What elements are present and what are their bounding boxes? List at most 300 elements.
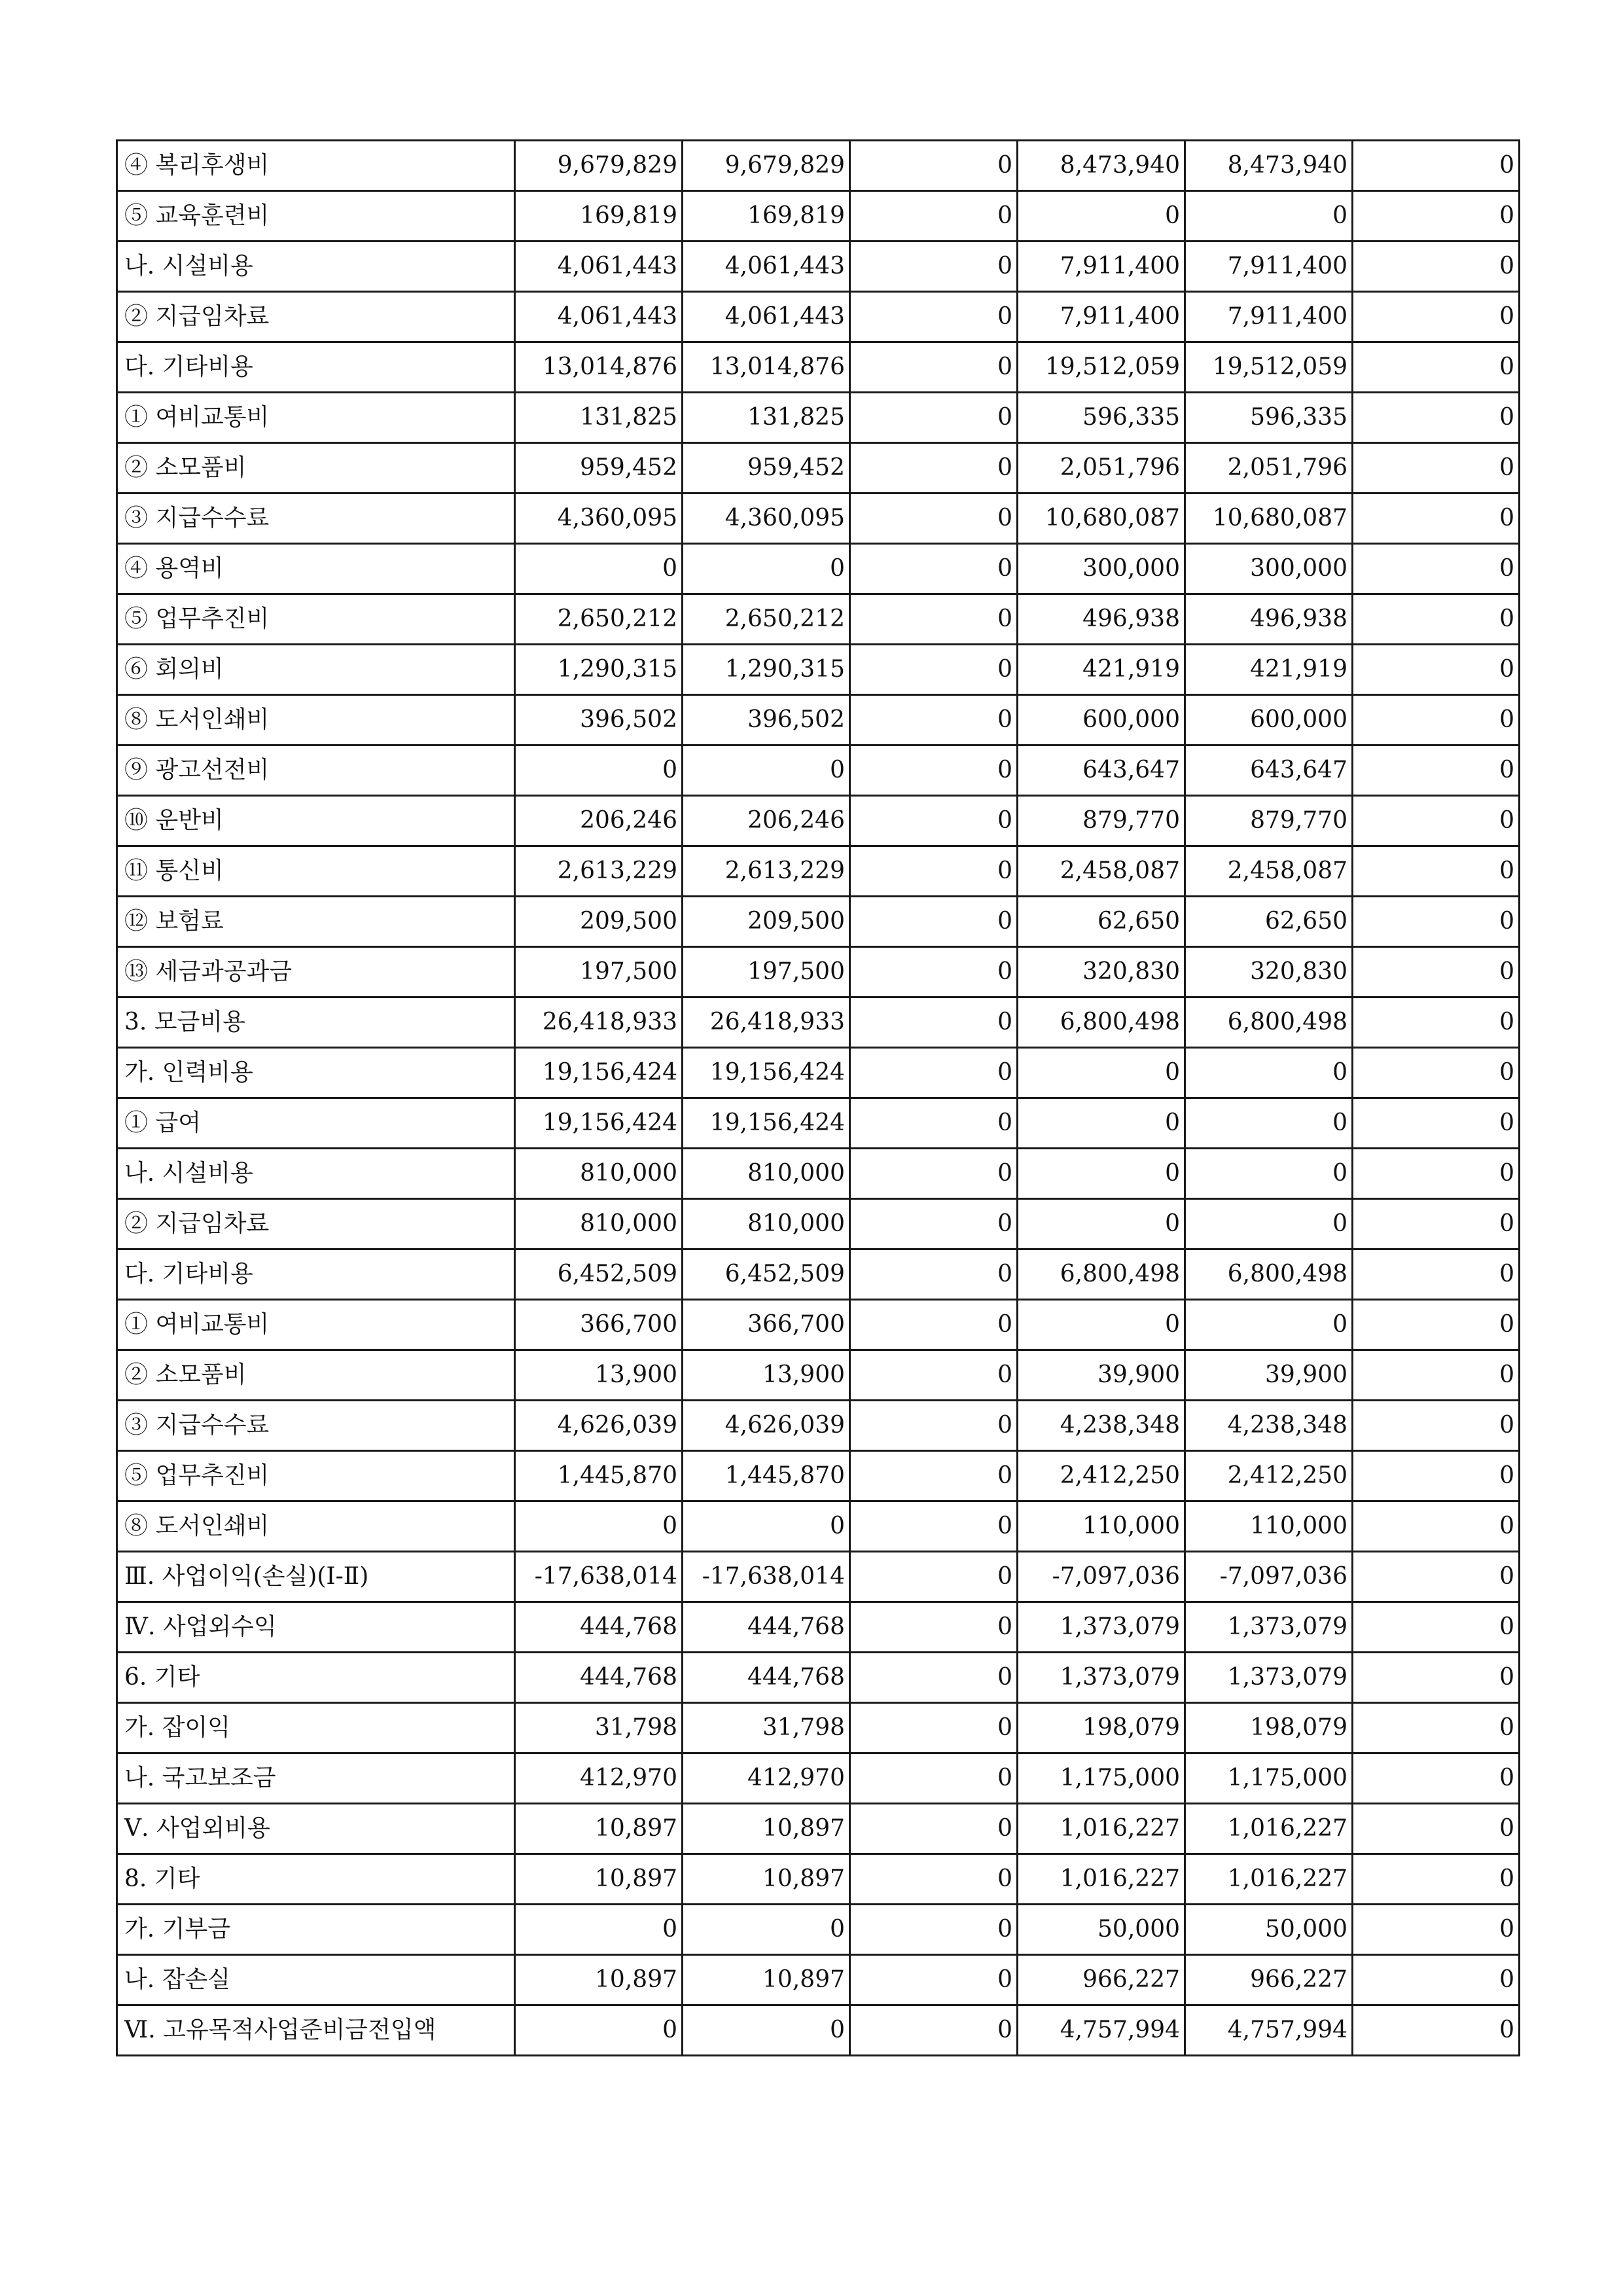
value-col-6: 0 (1353, 997, 1520, 1048)
value-col-2: 810,000 (683, 1199, 850, 1249)
value-col-1: 13,014,876 (515, 342, 683, 393)
value-col-3: 0 (850, 1199, 1018, 1249)
value-col-5: 2,051,796 (1185, 443, 1353, 493)
value-col-4: 300,000 (1018, 544, 1185, 594)
value-col-3: 0 (850, 594, 1018, 645)
value-col-3: 0 (850, 695, 1018, 745)
value-col-3: 0 (850, 1300, 1018, 1350)
value-col-3: 0 (850, 796, 1018, 846)
row-label: 8. 기타 (117, 1854, 515, 1905)
value-col-3: 0 (850, 1048, 1018, 1098)
value-col-1: 13,900 (515, 1350, 683, 1401)
value-col-1: 4,626,039 (515, 1401, 683, 1451)
table-row (117, 645, 1520, 695)
value-col-2: 810,000 (683, 1149, 850, 1199)
value-col-4: 421,919 (1018, 645, 1185, 695)
value-col-1: 0 (515, 1501, 683, 1552)
value-col-5: 0 (1185, 1300, 1353, 1350)
value-col-1: 131,825 (515, 393, 683, 443)
value-col-2: -17,638,014 (683, 1552, 850, 1602)
value-col-6: 0 (1353, 191, 1520, 242)
row-label: ⑫ 보험료 (117, 897, 515, 947)
value-col-4: 62,650 (1018, 897, 1185, 947)
value-col-3: 0 (850, 1501, 1018, 1552)
table-row (117, 1350, 1520, 1401)
value-col-5: 1,175,000 (1185, 1753, 1353, 1804)
value-col-3: 0 (850, 1955, 1018, 2005)
row-label: 나. 국고보조금 (117, 1753, 515, 1804)
value-col-3: 0 (850, 1854, 1018, 1905)
value-col-2: 197,500 (683, 947, 850, 997)
value-col-4: 0 (1018, 1048, 1185, 1098)
row-label: ⑩ 운반비 (117, 796, 515, 846)
row-label: ⑥ 회의비 (117, 645, 515, 695)
table-row (117, 796, 1520, 846)
value-col-1: 0 (515, 745, 683, 796)
row-label: ⑤ 업무추진비 (117, 594, 515, 645)
value-col-4: 8,473,940 (1018, 141, 1185, 191)
value-col-5: -7,097,036 (1185, 1552, 1353, 1602)
value-col-2: 4,061,443 (683, 242, 850, 292)
value-col-1: 4,360,095 (515, 493, 683, 544)
row-label: ① 급여 (117, 1098, 515, 1149)
value-col-5: 6,800,498 (1185, 997, 1353, 1048)
table-row (117, 242, 1520, 292)
value-col-4: 320,830 (1018, 947, 1185, 997)
value-col-6: 0 (1353, 796, 1520, 846)
value-col-6: 0 (1353, 1804, 1520, 1854)
value-col-4: 966,227 (1018, 1955, 1185, 2005)
value-col-6: 0 (1353, 1905, 1520, 1955)
value-col-5: 7,911,400 (1185, 242, 1353, 292)
value-col-4: 7,911,400 (1018, 292, 1185, 342)
value-col-2: 366,700 (683, 1300, 850, 1350)
value-col-6: 0 (1353, 1955, 1520, 2005)
value-col-5: 879,770 (1185, 796, 1353, 846)
table-row (117, 544, 1520, 594)
value-col-1: 169,819 (515, 191, 683, 242)
value-col-6: 0 (1353, 695, 1520, 745)
value-col-5: 10,680,087 (1185, 493, 1353, 544)
value-col-6: 0 (1353, 1602, 1520, 1653)
row-label: ③ 지급수수료 (117, 1401, 515, 1451)
value-col-2: 2,650,212 (683, 594, 850, 645)
value-col-5: 496,938 (1185, 594, 1353, 645)
table-row (117, 1048, 1520, 1098)
row-label: ⑪ 통신비 (117, 846, 515, 897)
value-col-1: 4,061,443 (515, 242, 683, 292)
value-col-6: 0 (1353, 594, 1520, 645)
row-label: ⑧ 도서인쇄비 (117, 695, 515, 745)
value-col-6: 0 (1353, 1854, 1520, 1905)
value-col-5: 0 (1185, 1149, 1353, 1199)
value-col-1: 209,500 (515, 897, 683, 947)
value-col-2: 396,502 (683, 695, 850, 745)
value-col-5: 1,016,227 (1185, 1854, 1353, 1905)
table-row (117, 846, 1520, 897)
table-row (117, 393, 1520, 443)
value-col-1: 412,970 (515, 1753, 683, 1804)
value-col-2: 0 (683, 544, 850, 594)
value-col-4: 2,458,087 (1018, 846, 1185, 897)
row-label: ④ 복리후생비 (117, 141, 515, 191)
value-col-5: 596,335 (1185, 393, 1353, 443)
table-row (117, 342, 1520, 393)
table-row (117, 1653, 1520, 1703)
value-col-1: 19,156,424 (515, 1048, 683, 1098)
value-col-3: 0 (850, 897, 1018, 947)
value-col-3: 0 (850, 1753, 1018, 1804)
value-col-2: 19,156,424 (683, 1098, 850, 1149)
value-col-5: 600,000 (1185, 695, 1353, 745)
value-col-6: 0 (1353, 1753, 1520, 1804)
value-col-6: 0 (1353, 1300, 1520, 1350)
row-label: 나. 시설비용 (117, 1149, 515, 1199)
value-col-4: 0 (1018, 191, 1185, 242)
value-col-1: 197,500 (515, 947, 683, 997)
value-col-4: 1,016,227 (1018, 1854, 1185, 1905)
value-col-1: 396,502 (515, 695, 683, 745)
value-col-5: 198,079 (1185, 1703, 1353, 1753)
row-label: ⑤ 교육훈련비 (117, 191, 515, 242)
value-col-1: 959,452 (515, 443, 683, 493)
value-col-1: -17,638,014 (515, 1552, 683, 1602)
table-row (117, 443, 1520, 493)
value-col-2: 9,679,829 (683, 141, 850, 191)
value-col-1: 0 (515, 1905, 683, 1955)
table-row (117, 1401, 1520, 1451)
value-col-4: 0 (1018, 1300, 1185, 1350)
row-label: Ⅵ. 고유목적사업준비금전입액 (117, 2005, 515, 2056)
value-col-6: 0 (1353, 342, 1520, 393)
value-col-5: 1,373,079 (1185, 1602, 1353, 1653)
value-col-2: 19,156,424 (683, 1048, 850, 1098)
value-col-4: 6,800,498 (1018, 997, 1185, 1048)
table-row (117, 1753, 1520, 1804)
value-col-2: 31,798 (683, 1703, 850, 1753)
value-col-1: 444,768 (515, 1653, 683, 1703)
value-col-1: 26,418,933 (515, 997, 683, 1048)
table-row (117, 695, 1520, 745)
value-col-2: 209,500 (683, 897, 850, 947)
row-label: ③ 지급수수료 (117, 493, 515, 544)
value-col-3: 0 (850, 947, 1018, 997)
value-col-2: 412,970 (683, 1753, 850, 1804)
row-label: 가. 인력비용 (117, 1048, 515, 1098)
value-col-4: 2,412,250 (1018, 1451, 1185, 1501)
table-row (117, 1249, 1520, 1300)
value-col-3: 0 (850, 141, 1018, 191)
value-col-2: 4,061,443 (683, 292, 850, 342)
value-col-6: 0 (1353, 292, 1520, 342)
value-col-1: 1,290,315 (515, 645, 683, 695)
value-col-5: 300,000 (1185, 544, 1353, 594)
row-label: 3. 모금비용 (117, 997, 515, 1048)
row-label: ⑤ 업무추진비 (117, 1451, 515, 1501)
value-col-5: 0 (1185, 1048, 1353, 1098)
value-col-6: 0 (1353, 1552, 1520, 1602)
table-row (117, 1854, 1520, 1905)
value-col-2: 444,768 (683, 1653, 850, 1703)
value-col-4: 1,373,079 (1018, 1653, 1185, 1703)
value-col-6: 0 (1353, 1199, 1520, 1249)
value-col-3: 0 (850, 292, 1018, 342)
value-col-6: 0 (1353, 242, 1520, 292)
value-col-4: 596,335 (1018, 393, 1185, 443)
table-row (117, 594, 1520, 645)
table-body (117, 141, 1520, 2056)
row-label: ⑧ 도서인쇄비 (117, 1501, 515, 1552)
value-col-1: 10,897 (515, 1955, 683, 2005)
table-row (117, 191, 1520, 242)
value-col-5: 4,757,994 (1185, 2005, 1353, 2056)
value-col-2: 4,626,039 (683, 1401, 850, 1451)
value-col-2: 444,768 (683, 1602, 850, 1653)
value-col-5: 421,919 (1185, 645, 1353, 695)
value-col-1: 31,798 (515, 1703, 683, 1753)
value-col-5: 7,911,400 (1185, 292, 1353, 342)
table-row (117, 1149, 1520, 1199)
value-col-6: 0 (1353, 947, 1520, 997)
value-col-3: 0 (850, 242, 1018, 292)
row-label: 6. 기타 (117, 1653, 515, 1703)
value-col-4: 1,016,227 (1018, 1804, 1185, 1854)
value-col-3: 0 (850, 342, 1018, 393)
table-row (117, 1804, 1520, 1854)
value-col-6: 0 (1353, 1149, 1520, 1199)
value-col-1: 810,000 (515, 1149, 683, 1199)
value-col-1: 4,061,443 (515, 292, 683, 342)
value-col-4: 0 (1018, 1199, 1185, 1249)
row-label: Ⅲ. 사업이익(손실)(Ⅰ-Ⅱ) (117, 1552, 515, 1602)
value-col-5: 110,000 (1185, 1501, 1353, 1552)
value-col-3: 0 (850, 1905, 1018, 1955)
table-row (117, 745, 1520, 796)
value-col-3: 0 (850, 1451, 1018, 1501)
value-col-6: 0 (1353, 846, 1520, 897)
value-col-3: 0 (850, 1098, 1018, 1149)
value-col-2: 10,897 (683, 1854, 850, 1905)
row-label: ② 지급임차료 (117, 292, 515, 342)
value-col-4: 496,938 (1018, 594, 1185, 645)
value-col-1: 2,650,212 (515, 594, 683, 645)
value-col-3: 0 (850, 846, 1018, 897)
row-label: 가. 잡이익 (117, 1703, 515, 1753)
value-col-4: 10,680,087 (1018, 493, 1185, 544)
value-col-3: 0 (850, 443, 1018, 493)
value-col-5: 1,373,079 (1185, 1653, 1353, 1703)
table-row (117, 2005, 1520, 2056)
row-label: ① 여비교통비 (117, 393, 515, 443)
value-col-2: 6,452,509 (683, 1249, 850, 1300)
value-col-2: 0 (683, 1905, 850, 1955)
value-col-5: 1,016,227 (1185, 1804, 1353, 1854)
value-col-6: 0 (1353, 1501, 1520, 1552)
value-col-3: 0 (850, 1703, 1018, 1753)
value-col-4: 198,079 (1018, 1703, 1185, 1753)
table-row (117, 292, 1520, 342)
value-col-1: 19,156,424 (515, 1098, 683, 1149)
row-label: 다. 기타비용 (117, 342, 515, 393)
row-label: 나. 잡손실 (117, 1955, 515, 2005)
table-row (117, 997, 1520, 1048)
value-col-5: 643,647 (1185, 745, 1353, 796)
value-col-3: 0 (850, 191, 1018, 242)
table-row (117, 947, 1520, 997)
value-col-1: 1,445,870 (515, 1451, 683, 1501)
value-col-4: 0 (1018, 1098, 1185, 1149)
value-col-4: 0 (1018, 1149, 1185, 1199)
value-col-3: 0 (850, 393, 1018, 443)
value-col-2: 0 (683, 2005, 850, 2056)
value-col-5: 8,473,940 (1185, 141, 1353, 191)
row-label: ② 지급임차료 (117, 1199, 515, 1249)
value-col-2: 1,290,315 (683, 645, 850, 695)
table-row (117, 1451, 1520, 1501)
value-col-3: 0 (850, 544, 1018, 594)
value-col-4: 39,900 (1018, 1350, 1185, 1401)
row-label: 다. 기타비용 (117, 1249, 515, 1300)
row-label: 가. 기부금 (117, 1905, 515, 1955)
row-label: Ⅴ. 사업외비용 (117, 1804, 515, 1854)
value-col-5: 6,800,498 (1185, 1249, 1353, 1300)
value-col-5: 50,000 (1185, 1905, 1353, 1955)
value-col-6: 0 (1353, 544, 1520, 594)
value-col-4: 110,000 (1018, 1501, 1185, 1552)
value-col-4: 50,000 (1018, 1905, 1185, 1955)
value-col-6: 0 (1353, 393, 1520, 443)
value-col-3: 0 (850, 745, 1018, 796)
value-col-6: 0 (1353, 493, 1520, 544)
value-col-5: 19,512,059 (1185, 342, 1353, 393)
value-col-6: 0 (1353, 443, 1520, 493)
value-col-5: 4,238,348 (1185, 1401, 1353, 1451)
value-col-5: 0 (1185, 1098, 1353, 1149)
table-row (117, 1098, 1520, 1149)
value-col-4: 6,800,498 (1018, 1249, 1185, 1300)
row-label: ② 소모품비 (117, 1350, 515, 1401)
value-col-1: 366,700 (515, 1300, 683, 1350)
value-col-5: 320,830 (1185, 947, 1353, 997)
value-col-2: 10,897 (683, 1955, 850, 2005)
row-label: Ⅳ. 사업외수익 (117, 1602, 515, 1653)
value-col-2: 10,897 (683, 1804, 850, 1854)
row-label: ⑬ 세금과공과금 (117, 947, 515, 997)
table-row (117, 493, 1520, 544)
value-col-2: 0 (683, 745, 850, 796)
value-col-6: 0 (1353, 2005, 1520, 2056)
value-col-6: 0 (1353, 1048, 1520, 1098)
value-col-5: 0 (1185, 1199, 1353, 1249)
value-col-5: 62,650 (1185, 897, 1353, 947)
value-col-2: 26,418,933 (683, 997, 850, 1048)
row-label: ② 소모품비 (117, 443, 515, 493)
table-row (117, 1905, 1520, 1955)
table-row (117, 1501, 1520, 1552)
value-col-2: 131,825 (683, 393, 850, 443)
value-col-2: 4,360,095 (683, 493, 850, 544)
value-col-1: 2,613,229 (515, 846, 683, 897)
table-row (117, 1703, 1520, 1753)
table-row (117, 1955, 1520, 2005)
value-col-4: 1,175,000 (1018, 1753, 1185, 1804)
value-col-3: 0 (850, 997, 1018, 1048)
value-col-5: 2,412,250 (1185, 1451, 1353, 1501)
value-col-2: 13,014,876 (683, 342, 850, 393)
value-col-2: 959,452 (683, 443, 850, 493)
value-col-3: 0 (850, 1804, 1018, 1854)
value-col-2: 206,246 (683, 796, 850, 846)
value-col-3: 0 (850, 1602, 1018, 1653)
value-col-2: 2,613,229 (683, 846, 850, 897)
value-col-1: 9,679,829 (515, 141, 683, 191)
value-col-3: 0 (850, 1653, 1018, 1703)
value-col-4: 643,647 (1018, 745, 1185, 796)
value-col-4: 7,911,400 (1018, 242, 1185, 292)
value-col-3: 0 (850, 1401, 1018, 1451)
value-col-5: 2,458,087 (1185, 846, 1353, 897)
value-col-6: 0 (1353, 1653, 1520, 1703)
value-col-2: 169,819 (683, 191, 850, 242)
value-col-4: 879,770 (1018, 796, 1185, 846)
value-col-4: -7,097,036 (1018, 1552, 1185, 1602)
table-row (117, 1300, 1520, 1350)
row-label: ⑨ 광고선전비 (117, 745, 515, 796)
value-col-4: 1,373,079 (1018, 1602, 1185, 1653)
value-col-5: 966,227 (1185, 1955, 1353, 2005)
table-row (117, 897, 1520, 947)
value-col-6: 0 (1353, 897, 1520, 947)
table-row (117, 1552, 1520, 1602)
value-col-6: 0 (1353, 1350, 1520, 1401)
row-label: 나. 시설비용 (117, 242, 515, 292)
value-col-4: 600,000 (1018, 695, 1185, 745)
value-col-6: 0 (1353, 645, 1520, 695)
value-col-2: 13,900 (683, 1350, 850, 1401)
value-col-6: 0 (1353, 141, 1520, 191)
value-col-1: 444,768 (515, 1602, 683, 1653)
value-col-3: 0 (850, 1149, 1018, 1199)
table-row (117, 141, 1520, 191)
value-col-6: 0 (1353, 1401, 1520, 1451)
value-col-4: 19,512,059 (1018, 342, 1185, 393)
value-col-1: 6,452,509 (515, 1249, 683, 1300)
row-label: ① 여비교통비 (117, 1300, 515, 1350)
value-col-4: 4,238,348 (1018, 1401, 1185, 1451)
value-col-1: 10,897 (515, 1804, 683, 1854)
value-col-4: 4,757,994 (1018, 2005, 1185, 2056)
value-col-1: 10,897 (515, 1854, 683, 1905)
value-col-3: 0 (850, 2005, 1018, 2056)
value-col-6: 0 (1353, 1249, 1520, 1300)
table-row (117, 1199, 1520, 1249)
value-col-1: 810,000 (515, 1199, 683, 1249)
value-col-5: 0 (1185, 191, 1353, 242)
value-col-1: 0 (515, 544, 683, 594)
value-col-3: 0 (850, 1249, 1018, 1300)
value-col-6: 0 (1353, 1451, 1520, 1501)
financial-statement-table (116, 139, 1520, 2056)
value-col-3: 0 (850, 1552, 1018, 1602)
value-col-2: 0 (683, 1501, 850, 1552)
value-col-6: 0 (1353, 1703, 1520, 1753)
value-col-6: 0 (1353, 745, 1520, 796)
value-col-1: 0 (515, 2005, 683, 2056)
value-col-3: 0 (850, 493, 1018, 544)
value-col-3: 0 (850, 645, 1018, 695)
value-col-2: 1,445,870 (683, 1451, 850, 1501)
table-row (117, 1602, 1520, 1653)
